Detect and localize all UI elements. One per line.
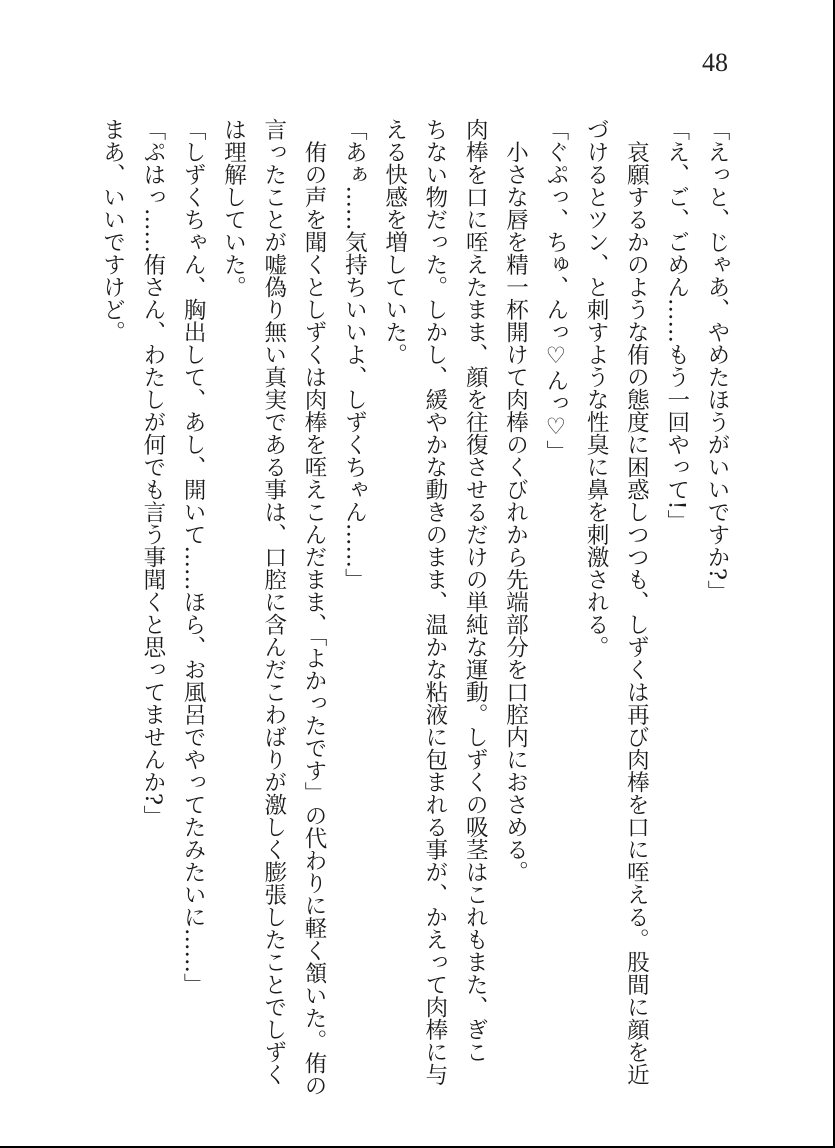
text-line: 「あぁ……気持ちいいよ、しずくちゃん……」	[341, 118, 368, 591]
vertical-text-body	[92, 118, 737, 1097]
text-line: 「ぷはっ……侑さん、わたしが何でも言う事聞くと思ってませんか?」	[139, 118, 166, 828]
text-line: は理解していた。	[220, 118, 247, 298]
text-line: まあ、いいですけど。	[99, 118, 126, 343]
text-line: 言ったことが嘘偽り無い真実である事は、口腔に含んだこわばりが激しく膨張したことでしずく	[260, 118, 287, 1086]
text-line: 「えっと、じゃあ、やめたほうがいいですか?」	[704, 118, 730, 603]
text-line: 「ぐぷっ、ちゅ、んっ♡んっ♡」	[542, 118, 569, 463]
text-line: 「しずくちゃん、胸出して、あし、開いて……ほら、お風呂でやってたみたいに……」	[180, 118, 207, 996]
text-line: づけるとツン、と刺すような性臭に鼻を刺激される。	[583, 118, 610, 658]
text-line: 肉棒を口に咥えたまま、顔を往復させるだけの単純な運動。しずくの吸茎はこれもまた、ぎこ	[462, 118, 489, 1063]
text-line: 「え、ご、ごめん……もう一回やって!」	[663, 118, 690, 533]
text-line: 哀願するかのような侑の態度に困惑しつつも、しずくは再び肉棒を口に咥える。股間に顔を近	[623, 118, 650, 1086]
page-number: 48	[702, 48, 728, 77]
text-line: 侑の声を聞くとしずくは肉棒を咥えこんだまま、「よかったです」の代わりに軽く頷いた。侑の	[301, 118, 328, 1097]
text-line: ちない物だった。しかし、緩やかな動きのまま、温かな粘液に包まれる事が、かえって肉棒に与	[421, 118, 448, 1086]
text-line: える快感を増していた。	[381, 118, 408, 366]
text-line: 小さな唇を精一杯開けて肉棒のくびれから先端部分を口腔内におさめる。	[502, 118, 529, 883]
